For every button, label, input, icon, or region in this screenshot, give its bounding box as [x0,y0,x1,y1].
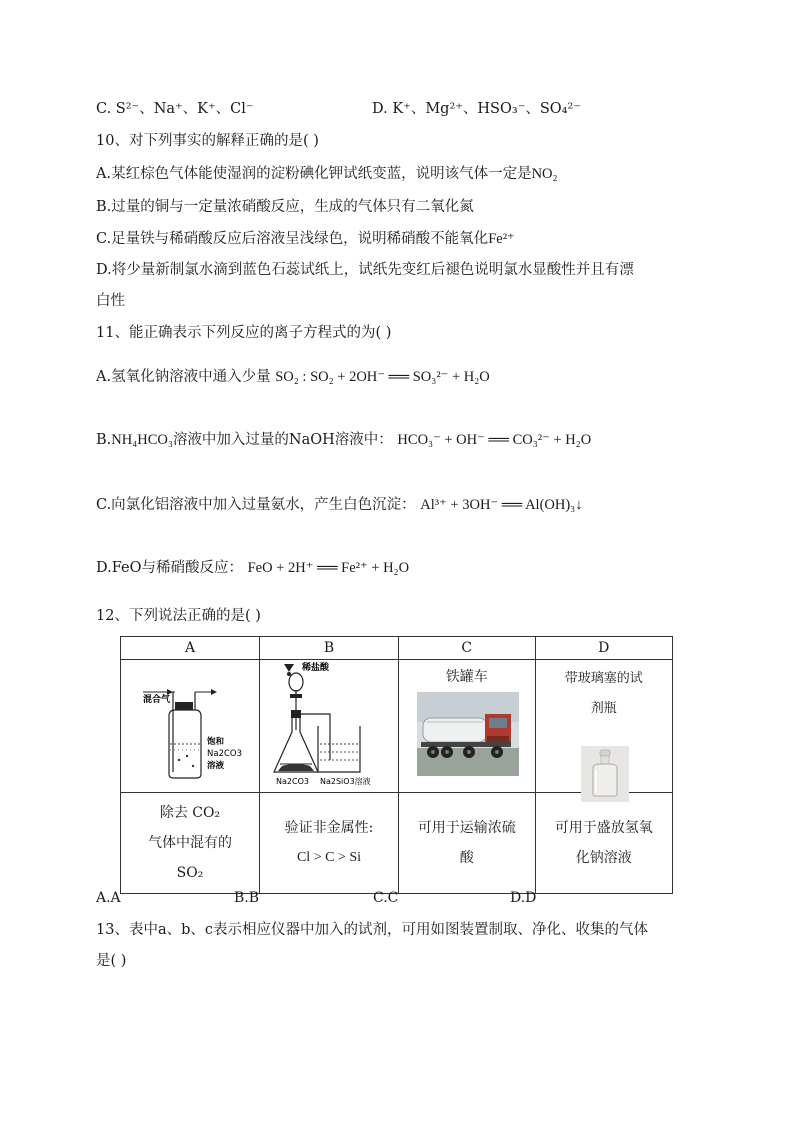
q10-option-a: A.某红棕色气体能使湿润的淀粉碘化钾试纸变蓝，说明该气体一定是NO₂ [96,166,558,182]
q10-option-d-line2: 白性 [96,293,125,309]
glass-stopper-bottle-photo [581,746,629,802]
q10-option-d-line1: D.将少量新制氯水滴到蓝色石蕊试纸上，试纸先变红后褪色说明氯水显酸性并且有漂 [96,262,634,278]
mixed-gas-label: 混合气 [143,695,171,705]
q12-cell-a-image [121,660,260,793]
q12-header-c: C [399,637,536,660]
q9-option-c: C. S²⁻、Na⁺、K⁺、Cl⁻ [96,101,254,117]
q11-stem: 11、能正确表示下列反应的离子方程式的为( ) [96,325,392,341]
q12-cell-d-image [535,660,673,793]
q9-option-d: D. K⁺、Mg²⁺、HSO₃⁻、SO₄²⁻ [372,101,581,117]
q12-cell-b-image [260,660,399,793]
q9-c-ions: S²⁻、Na⁺、K⁺、Cl⁻ [115,101,254,117]
saturated-label: 饱和 [207,737,225,747]
q10-option-b: B.过量的铜与一定量浓硝酸反应，生成的气体只有二氧化氮 [96,199,474,215]
q12-desc-d: 可用于盛放氢氧 化钠溶液 [535,793,673,894]
q12-header-row [121,637,673,660]
q11-option-b: B.NH₄HCO₃溶液中加入过量的NaOH溶液中： HCO₃⁻ + OH⁻ ══ CO₃²⁻ + H₂O [96,432,592,448]
q11-option-c: C.向氯化铝溶液中加入过量氨水，产生白色沉淀： Al³⁺ + 3OH⁻ ══ Al(OH)₃↓ [96,497,583,513]
q12-option-a: A.A [96,890,121,906]
q13-stem-line1: 13、表中a、b、c表示相应仪器中加入的试剂，可用如图装置制取、净化、收集的气体 [96,922,648,938]
q11-c-equation: Al³⁺ + 3OH⁻ ══ Al(OH)₃↓ [420,497,583,513]
q12-desc-b: 验证非金属性: Cl > C > Si [260,793,399,894]
dilute-hcl-label: 稀盐酸 [302,663,330,673]
solution-label: 溶液 [207,761,225,771]
bottle-caption-line2: 剂瓶 [590,701,617,716]
q11-d-equation: FeO + 2H⁺ ══ Fe²⁺ + H₂O [247,560,410,576]
na2co3-label: Na2CO3 [207,749,243,759]
bottle-caption-line1: 带玻璃塞的试 [564,671,643,686]
q11-a-equation: SO₂ : SO₂ + 2OH⁻ ══ SO₃²⁻ + H₂O [275,369,490,385]
q12-stem: 12、下列说法正确的是( ) [96,608,261,624]
gas-washing-bottle-diagram [121,660,259,788]
q12-option-d: D.D [510,890,537,906]
q11-option-a: A.氢氧化钠溶液中通入少量 SO₂ : SO₂ + 2OH⁻ ══ SO₃²⁻ + H₂O [96,369,490,385]
flask-na2co3-label: Na2CO3 [276,777,309,786]
q12-desc-c: 可用于运输浓硫 酸 [399,793,536,894]
q12-description-row [121,793,673,894]
q10-stem: 10、对下列事实的解释正确的是( ) [96,133,319,149]
q9-d-ions: K⁺、Mg²⁺、HSO₃⁻、SO₄²⁻ [392,101,581,117]
beaker-na2sio3-label: Na2SiO3溶液 [320,777,371,786]
q12-header-d: D [535,637,673,660]
q11-option-d: D.FeO与稀硝酸反应： FeO + 2H⁺ ══ Fe²⁺ + H₂O [96,560,410,576]
q12-image-row [121,660,673,793]
acid-flask-beaker-diagram [260,660,398,788]
tanker-caption: 铁罐车 [445,669,488,685]
iron-tanker-truck-photo [417,692,519,776]
q13-stem-line2: 是( ) [96,953,127,969]
q11-b-equation: HCO₃⁻ + OH⁻ ══ CO₃²⁻ + H₂O [397,432,592,448]
q12-desc-a: 除去 CO₂ 气体中混有的 SO₂ [121,793,260,894]
q12-table [120,636,673,894]
q12-cell-c-image [399,660,536,793]
q12-header-a: A [121,637,260,660]
q12-header-b: B [260,637,399,660]
q12-option-c: C.C [373,890,399,906]
q12-option-b: B.B [234,890,260,906]
q10-option-c: C.足量铁与稀硝酸反应后溶液呈浅绿色，说明稀硝酸不能氧化Fe²⁺ [96,231,515,247]
